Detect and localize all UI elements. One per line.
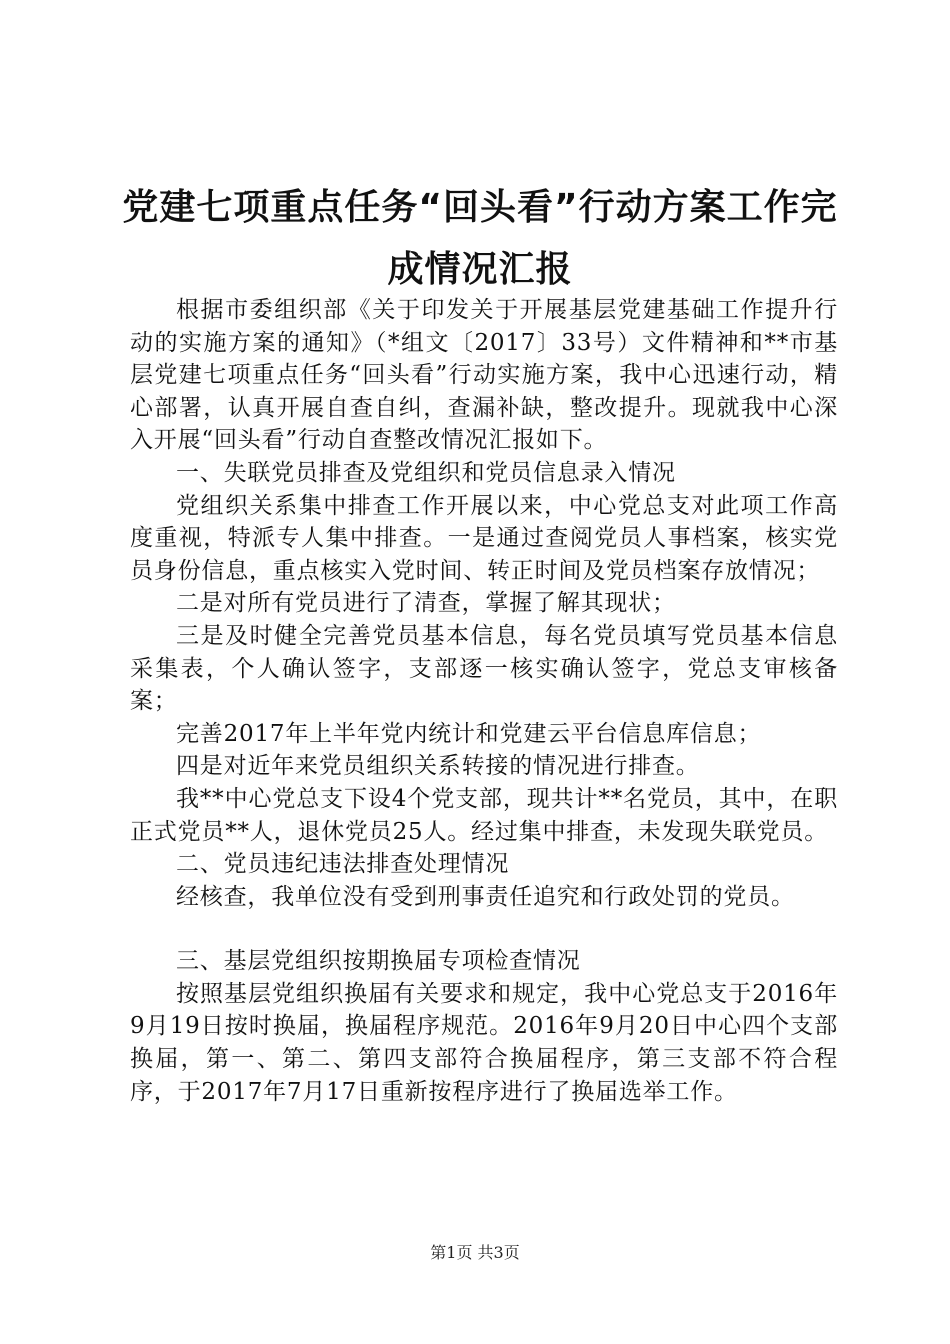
paragraph: 经核查，我单位没有受到刑事责任追究和行政处罚的党员。: [176, 883, 795, 910]
paragraph: 二是对所有党员进行了清查，掌握了解其现状；: [176, 590, 676, 617]
document-title-line1: 党建七项重点任务“回头看”行动方案工作完: [122, 187, 838, 228]
paragraph: 四是对近年来党员组织关系转接的情况进行排查。: [176, 753, 700, 780]
paragraph: 按照基层党组织换届有关要求和规定，我中心党总支于2016年9月19日按时换届，换届程序规范。2016年9月20日中心四个支部换届，第一、第二、第四支部符合换届程序，第三支部不符合程序，于2017年7月17日重新按程序进行了换届选举工作。: [130, 980, 838, 1105]
paragraph: 完善2017年上半年党内统计和党建云平台信息库信息；: [176, 720, 762, 747]
paragraph: 党组织关系集中排查工作开展以来，中心党总支对此项工作高度重视，特派专人集中排查。一是通过查阅党员人事档案，核实党员身份信息，重点核实入党时间、转正时间及党员档案存放情况；: [130, 492, 838, 584]
document-title-line2: 成情况汇报: [387, 249, 573, 290]
paragraph-intro: 根据市委组织部《关于印发关于开展基层党建基础工作提升行动的实施方案的通知》（*组文〔2017〕33号）文件精神和**市基层党建七项重点任务“回头看”行动实施方案，我中心迅速行动，精心部署，认真开展自查自纠，查漏补缺，整改提升。现就我中心深入开展“回头看”行动自查整改情况汇报如下。: [130, 297, 838, 454]
document-body: [130, 294, 838, 1108]
paragraph: 三是及时健全完善党员基本信息，每名党员填写党员基本信息采集表，个人确认签字，支部逐一核实确认签字，党总支审核备案；: [130, 622, 838, 715]
page-footer: 第1页 共3页: [430, 1243, 520, 1262]
section-heading-3: 三、基层党组织按期换届专项检查情况: [176, 948, 581, 975]
paragraph: 我**中心党总支下设4个党支部，现共计**名党员，其中，在职正式党员**人，退休党员25人。经过集中排查，未发现失联党员。: [130, 785, 838, 845]
section-heading-1: 一、失联党员排查及党组织和党员信息录入情况: [176, 459, 676, 486]
section-heading-2: 二、党员违纪违法排查处理情况: [176, 851, 510, 878]
